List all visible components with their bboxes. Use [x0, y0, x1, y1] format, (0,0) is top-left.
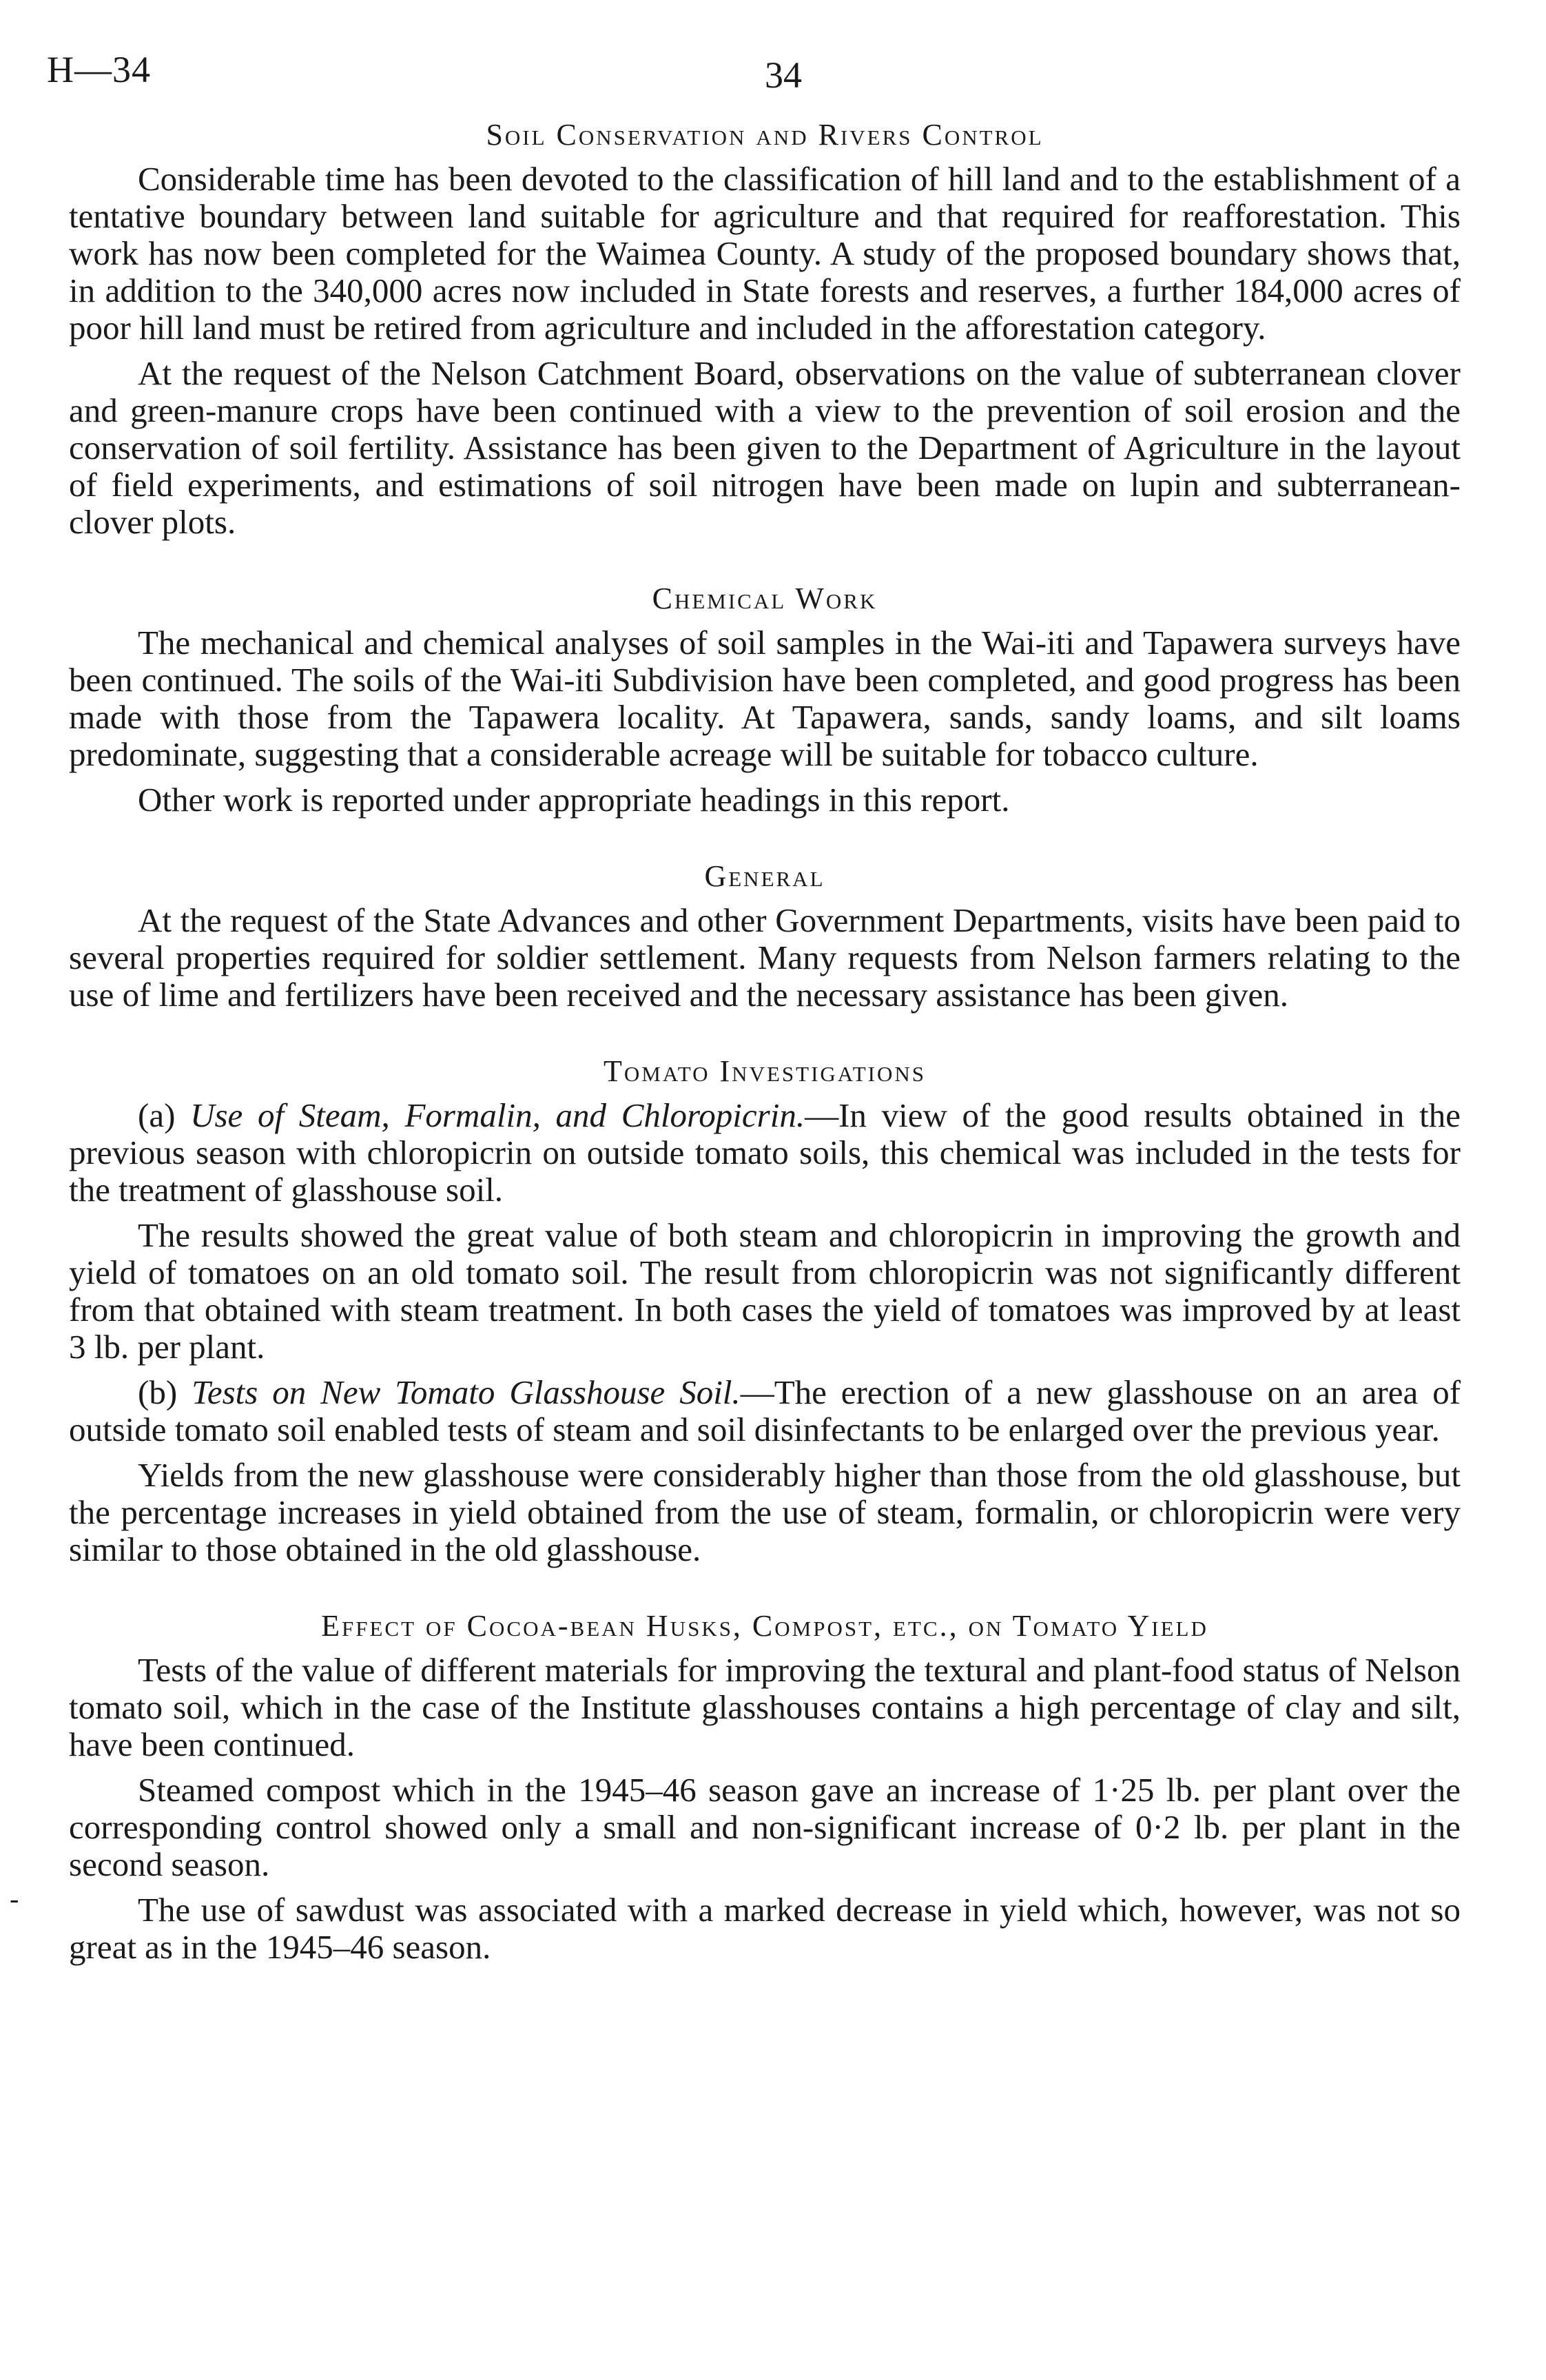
section-heading: General — [704, 859, 825, 893]
section-tomato-investigations — [69, 1054, 1461, 1568]
paragraph: At the request of the Nelson Catchment Board, observations on the value of subterranean clover and green-manure crops have been continued with a view to the prevention of soil erosion and the conservation of soil fertility. Assistance has been given to the Department of Agriculture in the layout of field experiments, and estimations of soil nitrogen have been made on lupin and subterranean-clover plots. — [69, 354, 1461, 541]
item-label: (b) — [138, 1373, 178, 1411]
paragraph: Yields from the new glasshouse were considerably higher than those from the old glasshouse, but the percentage increases in yield obtained from the use of steam, formalin, or chloropicrin were very similar to those obtained in the old glasshouse. — [69, 1456, 1461, 1568]
item-text: —The erection of a new glasshouse on an area of outside tomato soil enabled tests of steam and soil disinfectants to be enlarged over the previous year. — [69, 1373, 1461, 1448]
paragraph: Other work is reported under appropriate headings in this report. — [138, 781, 1010, 819]
section-heading: Effect of Cocoa-bean Husks, Compost, etc., on Tomato Yield — [321, 1609, 1208, 1643]
paragraph-item-a — [69, 1097, 1461, 1209]
section-general — [69, 859, 1461, 1014]
section-chemical-work — [69, 581, 1461, 819]
section-heading: Tomato Investigations — [603, 1054, 927, 1088]
section-cocoa-bean-husks — [69, 1608, 1461, 1966]
item-label: (a) — [138, 1096, 176, 1134]
paragraph: At the request of the State Advances and other Government Departments, visits have been paid to several properties required for soldier settlement. Many requests from Nelson farmers relating to the use of lime and fertilizers have been received and the necessary assistance has been given. — [69, 901, 1461, 1014]
paragraph: Tests of the value of different materials for improving the textural and plant-food status of Nelson tomato soil, which in the case of the Institute glasshouses contains a high percentage of clay and silt, have been continued. — [69, 1651, 1461, 1763]
document-reference: H—34 — [47, 49, 151, 90]
item-title: Use of Steam, Formalin, and Chloropicrin. — [190, 1096, 805, 1134]
paragraph: The mechanical and chemical analyses of soil samples in the Wai-iti and Tapawera surveys have been continued. The soils of the Wai-iti Subdivision have been completed, and good progress has been made with those from the Tapawera locality. At Tapawera, sands, sandy loams, and silt loams predominate, suggesting that a considerable acreage will be suitable for tobacco culture. — [69, 624, 1461, 773]
paragraph: The use of sawdust was associated with a marked decrease in yield which, however, was not so great as in the 1945–46 season. — [69, 1891, 1461, 1966]
paragraph: Considerable time has been devoted to the classification of hill land and to the establishment of a tentative boundary between land suitable for agriculture and that required for reafforestation. This work has now been completed for the Waimea County. A study of the proposed boundary shows that, in addition to the 340,000 acres now included in State forests and reserves, a further 184,000 acres of poor hill land must be retired from agriculture and included in the afforestation category. — [69, 160, 1461, 347]
section-heading: Soil Conservation and Rivers Control — [486, 118, 1044, 152]
margin-mark: - — [10, 1883, 19, 1914]
section-soil-conservation — [69, 117, 1461, 541]
item-text: —In view of the good results obtained in the previous season with chloropicrin on outside tomato soils, this chemical was included in the tests for the treatment of glasshouse soil. — [69, 1096, 1461, 1209]
paragraph-item-b — [69, 1374, 1461, 1448]
section-heading: Chemical Work — [652, 582, 878, 615]
running-head — [47, 41, 1461, 117]
paragraph: The results showed the great value of both steam and chloropicrin in improving the growth and yield of tomatoes on an old tomato soil. The result from chloropicrin was not significantly different from that obtained with steam treatment. In both cases the yield of tomatoes was improved by at least 3 lb. per plant. — [69, 1216, 1461, 1366]
item-title: Tests on New Tomato Glasshouse Soil. — [192, 1373, 741, 1411]
document-page — [47, 41, 1461, 2006]
paragraph: Steamed compost which in the 1945–46 season gave an increase of 1·25 lb. per plant over the corresponding control showed only a small and non-significant increase of 0·2 lb. per plant in the second season. — [69, 1771, 1461, 1883]
page-number: 34 — [765, 54, 802, 96]
